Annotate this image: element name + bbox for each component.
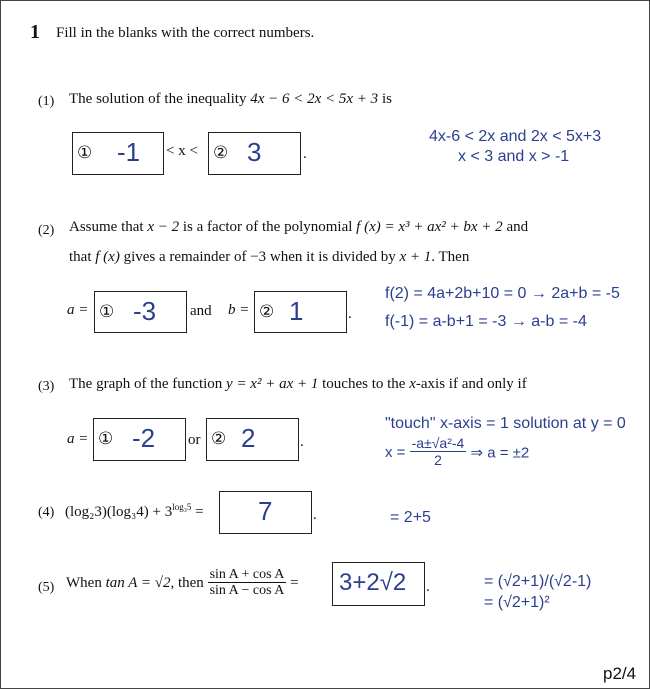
q4-exponent: log₃5 — [172, 502, 192, 512]
q2-line1-c: and — [506, 219, 529, 235]
q1-work-2: x < 3 and x > -1 — [458, 148, 570, 165]
circle-2-icon: ② — [259, 302, 275, 322]
q5-fraction — [208, 567, 287, 599]
q5-text — [66, 567, 299, 599]
q2-work-1: f(2) = 4a+2b+10 = 0 → 2a+b = -5 — [385, 285, 620, 302]
q2-line1-a: Assume that — [69, 219, 144, 235]
q2-line2-c: when it is divided by — [269, 249, 396, 265]
q5-period: . — [426, 579, 430, 595]
q3-text — [69, 376, 527, 393]
q1-is: is — [381, 91, 392, 107]
q1-answer-2: 3 — [247, 137, 262, 167]
q2-period: . — [348, 306, 352, 322]
q2-b-label: b = — [228, 302, 250, 318]
q5-text-a: When — [66, 574, 102, 591]
q5-answer-box[interactable] — [332, 562, 425, 606]
q2-line1-expr: x − 2 — [147, 219, 180, 235]
q4-expression — [65, 502, 204, 521]
q2-line2-b: gives a remainder of — [123, 249, 247, 265]
q2-line1-b: is a factor of the polynomial — [182, 219, 353, 235]
q2-line1-poly: f (x) = x³ + ax² + bx + 2 — [356, 219, 503, 235]
q5-work-1: = (√2+1)/(√2-1) — [484, 573, 592, 590]
q2-answer-box-1[interactable] — [94, 291, 187, 333]
q3-answer-box-1[interactable] — [93, 418, 186, 461]
q3-func: y = x² + ax + 1 — [226, 376, 319, 392]
q2-number: (2) — [38, 223, 55, 238]
q4-number: (4) — [38, 505, 55, 520]
q2-line2-d: . Then — [431, 249, 470, 265]
q2-line-2 — [69, 249, 469, 266]
q1-inequality: 4x − 6 < 2x < 5x + 3 — [250, 91, 379, 107]
circle-2-icon: ② — [213, 143, 229, 163]
q2-a-label: a = — [67, 302, 89, 318]
q5-answer: 3+2√2 — [339, 569, 407, 596]
q2-work-2: f(-1) = a-b+1 = -3 → a-b = -4 — [385, 313, 587, 330]
q2-line2-fx: f (x) — [95, 249, 120, 265]
q4-period: . — [313, 507, 317, 523]
q4-work: = 2+5 — [390, 509, 431, 526]
q3-work-denominator: 2 — [434, 452, 442, 469]
q1-number: (1) — [38, 94, 55, 109]
circle-2-icon: ② — [211, 429, 227, 449]
q3-answer-2: 2 — [241, 423, 256, 453]
q3-work-x: x = — [385, 443, 406, 461]
q3-work-fraction — [410, 436, 467, 468]
q5-number: (5) — [38, 580, 55, 595]
q3-answer-box-2[interactable] — [206, 418, 299, 461]
instruction: Fill in the blanks with the correct numbers. — [56, 25, 315, 41]
q3-work-2 — [385, 436, 529, 468]
q4-answer-box[interactable] — [219, 491, 312, 534]
circle-1-icon: ① — [77, 143, 93, 163]
q1-text-label: The solution of the inequality — [69, 91, 247, 107]
q3-a-label: a = — [67, 431, 89, 447]
q2-answer-2: 1 — [289, 296, 304, 326]
q5-eq: = — [290, 574, 299, 591]
q4-expr: (log₂3)(log₃4) + 3 — [65, 504, 173, 520]
q5-text-b: then — [177, 574, 204, 591]
q1-middle — [166, 143, 198, 160]
q3-or: or — [188, 432, 201, 448]
q1-middle-text: < x < — [166, 143, 198, 159]
q5-work-2: = (√2+1)² — [484, 594, 550, 611]
q2-line2-div: x + 1 — [399, 249, 432, 265]
q1-answer-1: -1 — [117, 137, 141, 167]
page-number: p2/4 — [603, 664, 637, 683]
circle-1-icon: ① — [98, 429, 114, 449]
q1-period: . — [303, 146, 307, 162]
q3-text-b: touches to the — [322, 376, 406, 392]
q2-and: and — [190, 303, 212, 319]
q3-period: . — [300, 434, 304, 450]
problem-number: 1 — [30, 21, 40, 43]
q3-text-c: -axis if and only if — [415, 376, 527, 392]
q4-answer: 7 — [258, 496, 273, 526]
q3-answer-1: -2 — [132, 423, 156, 453]
q2-answer-1: -3 — [133, 296, 157, 326]
q3-axis: x — [409, 376, 416, 392]
q2-line-1 — [69, 219, 528, 236]
q1-text — [69, 91, 392, 108]
q2-line2-a: that — [69, 249, 92, 265]
q5-denominator: sin A − cos A — [209, 583, 285, 599]
q3-work-1: "touch" x-axis = 1 solution at y = 0 — [385, 415, 626, 432]
q3-work-numerator: -a±√a²-4 — [411, 435, 465, 451]
q1-answer-box-1[interactable] — [72, 132, 164, 175]
q1-answer-box-2[interactable] — [208, 132, 301, 175]
q2-answer-box-2[interactable] — [254, 291, 347, 333]
q5-condition: tan A = √2, — [105, 574, 175, 591]
q5-numerator: sin A + cos A — [209, 567, 285, 582]
q3-text-a: The graph of the function — [69, 376, 223, 392]
q3-number: (3) — [38, 379, 55, 394]
q2-line2-rem: −3 — [250, 249, 267, 265]
q3-work-result: ⇒ a = ±2 — [470, 444, 530, 462]
q1-work-1: 4x-6 < 2x and 2x < 5x+3 — [429, 128, 602, 145]
q4-eq: = — [195, 504, 204, 520]
circle-1-icon: ① — [99, 302, 115, 322]
